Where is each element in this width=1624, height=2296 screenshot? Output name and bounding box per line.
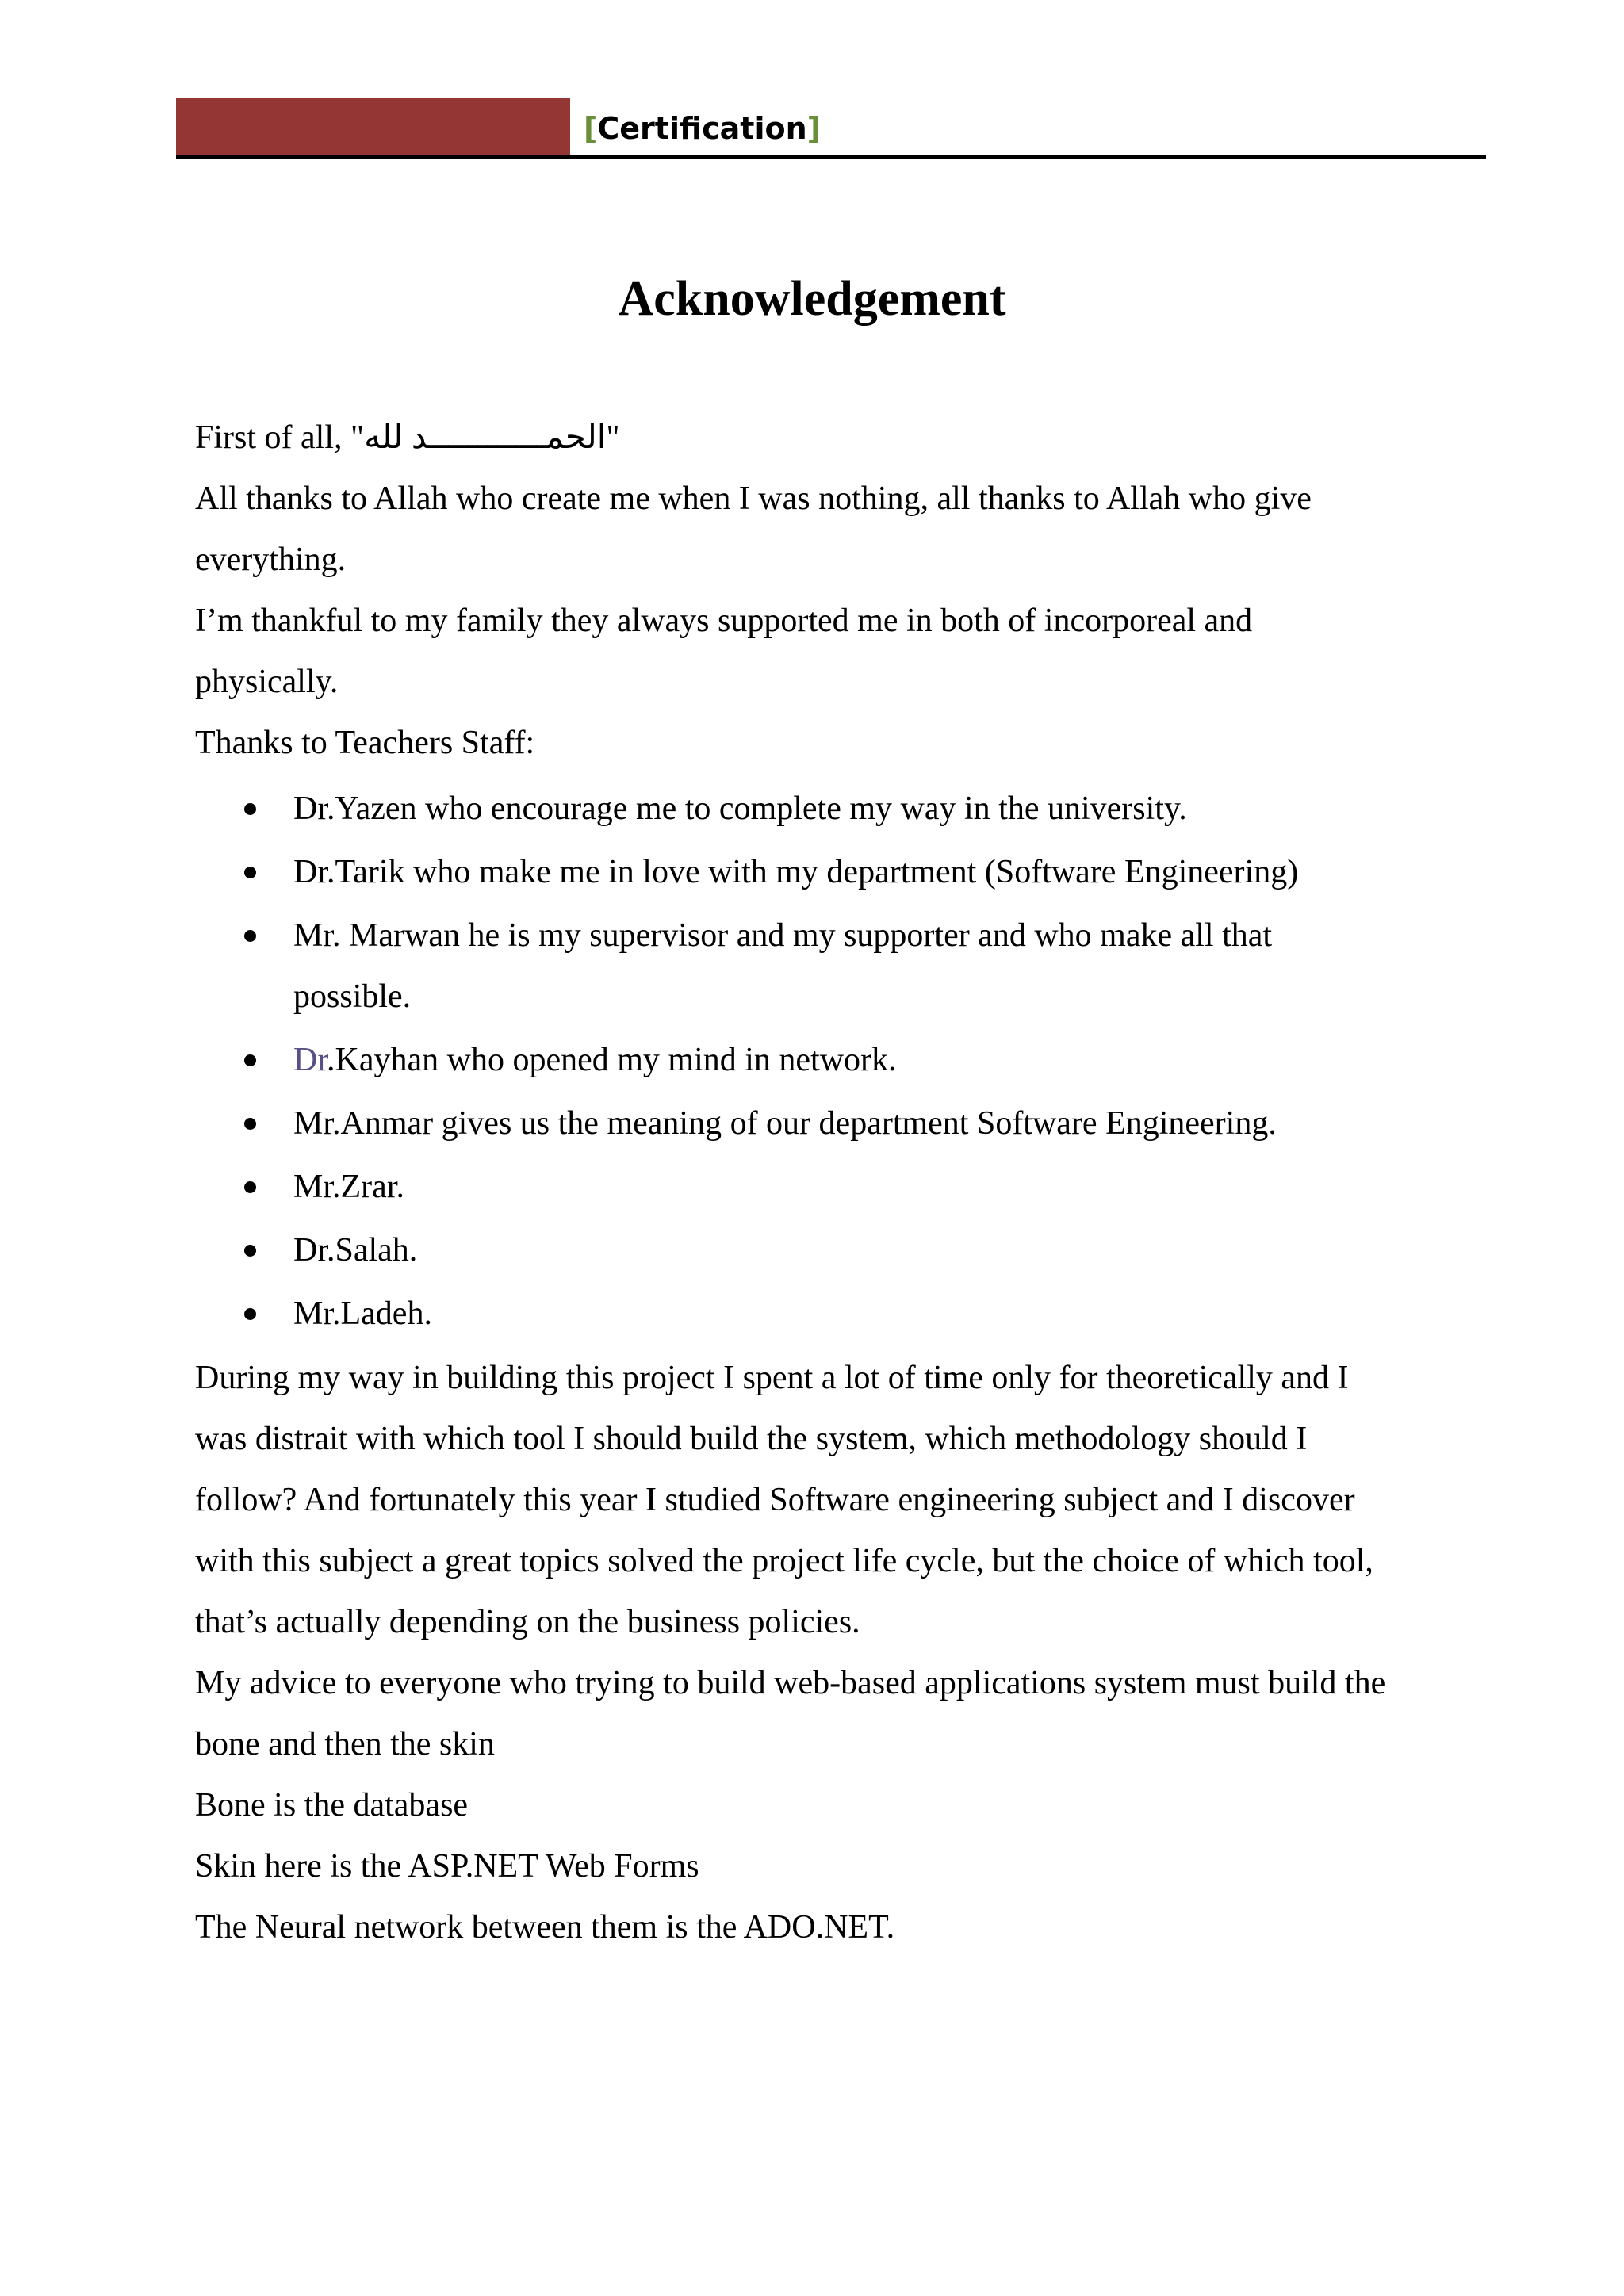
bullet-icon xyxy=(244,1245,256,1257)
list-item-text: Mr.Ladeh. xyxy=(293,1295,432,1332)
bullet-icon xyxy=(244,1118,256,1130)
paragraph-3-line-4: with this subject a great topics solved the project life cycle, but the choice of which tool, xyxy=(195,1543,1373,1579)
teachers-list xyxy=(195,779,1480,1345)
paragraph-3-line-5: that’s actually depending on the business policies. xyxy=(195,1604,860,1640)
list-item xyxy=(195,1093,1480,1154)
list-item-text: Dr.Tarik who make me in love with my department (Software Engineering) xyxy=(293,854,1299,890)
list-item-text: Mr.Zrar. xyxy=(293,1169,404,1205)
list-item-text: Mr.Anmar gives us the meaning of our department Software Engineering. xyxy=(293,1105,1277,1142)
list-item xyxy=(195,1284,1480,1345)
list-item-prefix: Dr xyxy=(293,1042,327,1078)
teachers-intro: Thanks to Teachers Staff: xyxy=(195,725,535,761)
paragraph-4-line-1: My advice to everyone who trying to build web-based applications system must build the xyxy=(195,1665,1386,1701)
paragraph-4-line-2: bone and then the skin xyxy=(195,1726,495,1762)
header-bracket-open: [ xyxy=(584,111,598,146)
list-item-text: Dr.Salah. xyxy=(293,1232,418,1269)
list-item xyxy=(195,905,1480,1027)
bullet-icon xyxy=(244,803,256,815)
paragraph-3-line-3: follow? And fortunately this year I studied Software engineering subject and I discover xyxy=(195,1482,1355,1518)
list-item-text-line-2: possible. xyxy=(293,978,412,1015)
header-title: Certification xyxy=(597,111,807,146)
list-item xyxy=(195,1157,1480,1218)
header-rule xyxy=(176,155,1486,159)
bullet-icon xyxy=(244,930,256,942)
document-body xyxy=(195,408,1480,1958)
bullet-icon xyxy=(244,1308,256,1320)
list-item xyxy=(195,779,1480,840)
neural-line: The Neural network between them is the ADO.NET. xyxy=(195,1909,895,1946)
bone-line: Bone is the database xyxy=(195,1787,469,1823)
paragraph-3-line-1: During my way in building this project I spent a lot of time only for theoretically and I xyxy=(195,1360,1349,1396)
paragraph-1-line-1: All thanks to Allah who create me when I was nothing, all thanks to Allah who give xyxy=(195,480,1312,517)
header-bracket-close: ] xyxy=(806,111,822,146)
list-item xyxy=(195,842,1480,903)
header-color-bar xyxy=(176,98,570,157)
paragraph-2-line-1: I’m thankful to my family they always supported me in both of incorporeal and xyxy=(195,603,1253,639)
list-item-text-line-1: Mr. Marwan he is my supervisor and my supporter and who make all that xyxy=(293,917,1273,954)
paragraph-1-line-2: everything. xyxy=(195,541,347,578)
list-item-text: .Kayhan who opened my mind in network. xyxy=(327,1042,897,1078)
paragraph-2-line-2: physically. xyxy=(195,664,339,700)
skin-line: Skin here is the ASP.NET Web Forms xyxy=(195,1848,699,1885)
page-title: Acknowledgement xyxy=(618,272,1006,326)
bullet-icon xyxy=(244,1054,256,1066)
header-label xyxy=(584,106,821,151)
paragraph-3-line-2: was distrait with which tool I should build the system, which methodology should I xyxy=(195,1421,1308,1457)
list-item xyxy=(195,1030,1480,1091)
bullet-icon xyxy=(244,867,256,878)
list-item-text: Dr.Yazen who encourage me to complete my way in the university. xyxy=(293,790,1187,827)
opening-line: First of all, "الحمــــــــــــد لله" xyxy=(195,419,620,456)
bullet-icon xyxy=(244,1181,256,1193)
list-item xyxy=(195,1220,1480,1281)
